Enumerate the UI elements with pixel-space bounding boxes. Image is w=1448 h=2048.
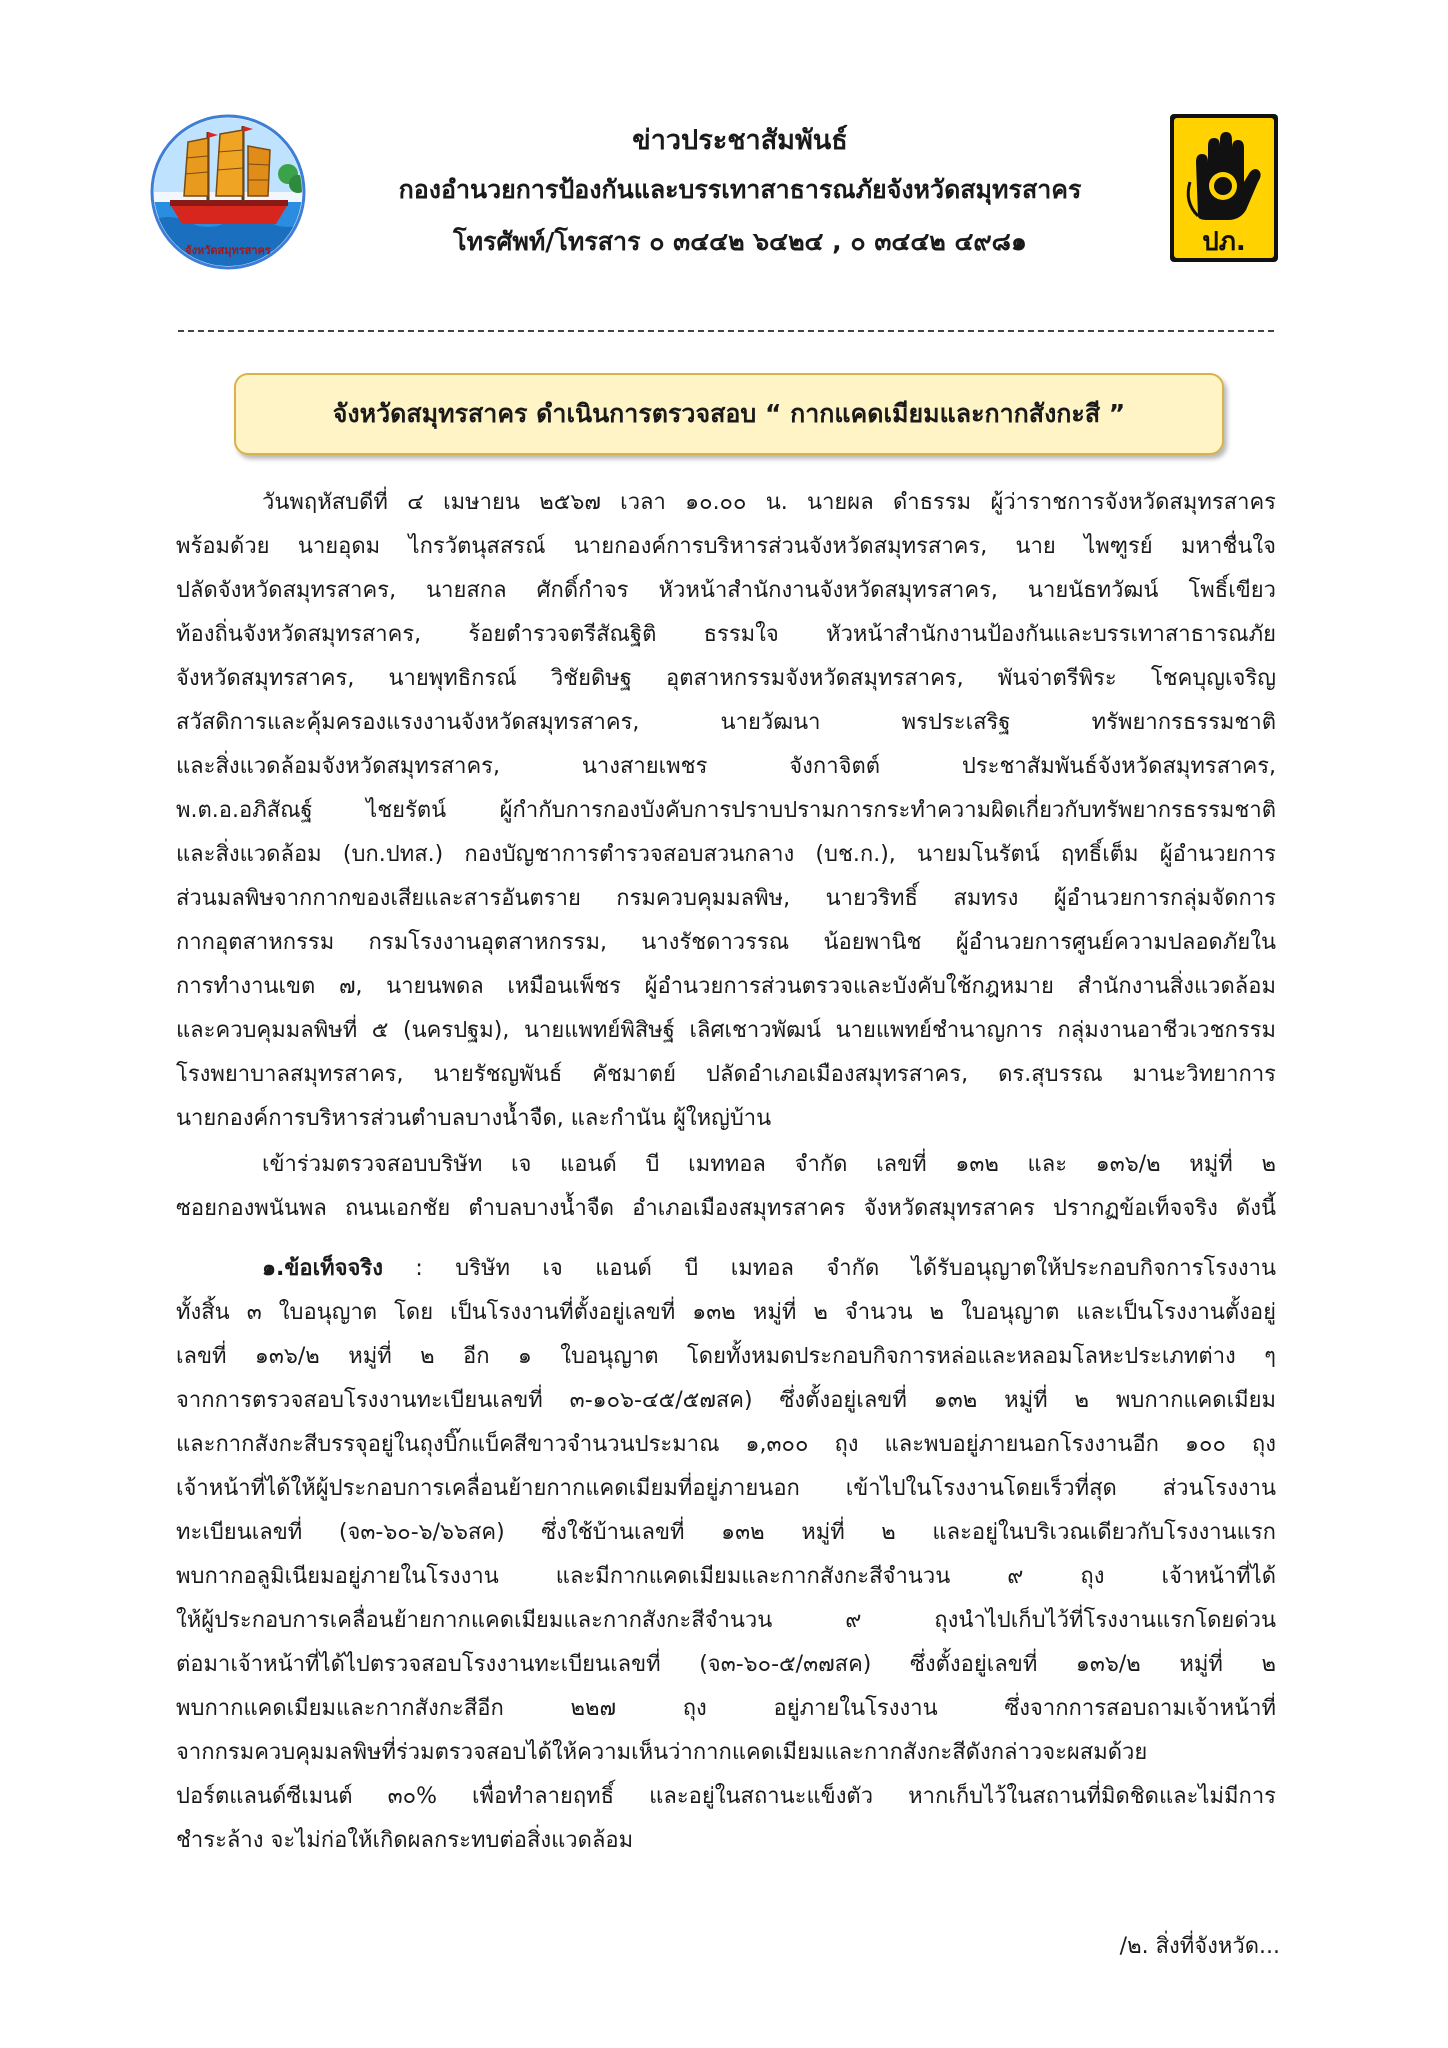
body-line: ส่วนมลพิษจากกากของเสียและสารอันตราย กรมควบคุมมลพิษ, นายวริทธิ์ สมทรง ผู้อำนวยการกลุ่มจัดการ bbox=[176, 886, 1276, 911]
section-1-heading: ๑.ข้อเท็จจริง bbox=[262, 1256, 383, 1281]
body-line: ปอร์ตแลนด์ซีเมนต์ ๓๐% เพื่อทำลายฤทธิ์ และอยู่ในสถานะแข็งตัว หากเก็บไว้ในสถานที่มิดชิดและไม่มีการ bbox=[176, 1784, 1276, 1809]
body-line: และควบคุมมลพิษที่ ๕ (นครปฐม), นายแพทย์พิสิษฐ์ เลิศเชาวพัฒน์ นายแพทย์ชำนาญการ กลุ่มงานอาชีวเวชกรรม bbox=[176, 1018, 1276, 1043]
body-line: ปลัดจังหวัดสมุทรสาคร, นายสกล ศักดิ์กำจร หัวหน้าสำนักงานจังหวัดสมุทรสาคร, นายนัธทวัฒน์ โพธิ์เขียว bbox=[176, 578, 1276, 603]
phone-fax: โทรศัพท์/โทรสาร ๐ ๓๔๔๒ ๖๔๒๔ , ๐ ๓๔๔๒ ๔๙๘๑ bbox=[453, 227, 1027, 256]
section-1-first-line-text: : บริษัท เจ แอนด์ บี เมทอล จำกัด ได้รับอนุญาตให้ประกอบกิจการโรงงาน bbox=[382, 1256, 1276, 1281]
province-seal-logo bbox=[148, 112, 308, 272]
ddpm-abbrev: ปภ. bbox=[1202, 227, 1246, 257]
body-line: จากการตรวจสอบโรงงานทะเบียนเลขที่ ๓-๑๐๖-๔๕/๕๗สค) ซึ่งตั้งอยู่เลขที่ ๑๓๒ หมู่ที่ ๒ พบกากแคดเมียม bbox=[176, 1388, 1276, 1413]
headline: จังหวัดสมุทรสาคร ดำเนินการตรวจสอบ “ กากแคดเมียมและกากสังกะสี ” bbox=[332, 399, 1126, 428]
body-line: พบกากแคดเมียมและกากสังกะสีอีก ๒๒๗ ถุง อยู่ภายในโรงงาน ซึ่งจากการสอบถามเจ้าหน้าที่ bbox=[176, 1696, 1276, 1721]
body-line: พร้อมด้วย นายอุดม ไกรวัตนุสสรณ์ นายกองค์การบริหารส่วนจังหวัดสมุทรสาคร, นาย ไพฑูรย์ มหาชื่นใจ bbox=[176, 534, 1276, 559]
body-line: และกากสังกะสีบรรจุอยู่ในถุงบิ๊กแบ็คสีขาวจำนวนประมาณ ๑,๓๐๐ ถุง และพบอยู่ภายนอกโรงงานอีก ๑๐๐ ถุง bbox=[176, 1432, 1276, 1457]
body-line: ต่อมาเจ้าหน้าที่ได้ไปตรวจสอบโรงงานทะเบียนเลขที่ (จ๓-๖๐-๕/๓๗สค) ซึ่งตั้งอยู่เลขที่ ๑๓๖/๒ หมู่ที่ ๒ bbox=[176, 1652, 1276, 1677]
continuation-marker: /๒. สิ่งที่จังหวัด... bbox=[1119, 1934, 1280, 1959]
headline-box bbox=[234, 373, 1224, 455]
body-line: การทำงานเขต ๗, นายนพดล เหมือนเพ็ชร ผู้อำนวยการส่วนตรวจและบังคับใช้กฎหมาย สำนักงานสิ่งแวดล้อม bbox=[176, 974, 1276, 999]
body-line: ให้ผู้ประกอบการเคลื่อนย้ายกากแคดเมียมและกากสังกะสีจำนวน ๙ ถุงนำไปเก็บไว้ที่โรงงานแรกโดยด่วน bbox=[176, 1608, 1276, 1633]
office-name: กองอำนวยการป้องกันและบรรเทาสาธารณภัยจังหวัดสมุทรสาคร bbox=[398, 175, 1082, 204]
section-1-first-line bbox=[262, 1254, 1276, 1284]
header-divider bbox=[178, 330, 1274, 332]
body-line: และสิ่งแวดล้อม (บก.ปทส.) กองบัญชาการตำรวจสอบสวนกลาง (บช.ก.), นายมโนรัตน์ ฤทธิ์เต็ม ผู้อำนวยการ bbox=[176, 842, 1276, 867]
ddpm-logo bbox=[1168, 112, 1280, 264]
body-line: เลขที่ ๑๓๖/๒ หมู่ที่ ๒ อีก ๑ ใบอนุญาต โดยทั้งหมดประกอบกิจการหล่อและหลอมโลหะประเภทต่าง ๆ bbox=[176, 1344, 1276, 1369]
body-line: ชำระล้าง จะไม่ก่อให้เกิดผลกระทบต่อสิ่งแวดล้อม bbox=[176, 1828, 634, 1853]
body-line: เจ้าหน้าที่ได้ให้ผู้ประกอบการเคลื่อนย้ายกากแคดเมียมที่อยู่ภายนอก เข้าไปในโรงงานโดยเร็วที่สุด ส่วนโรงงาน bbox=[176, 1476, 1276, 1501]
body-line: สวัสดิการและคุ้มครองแรงงานจังหวัดสมุทรสาคร, นายวัฒนา พรประเสริฐ ทรัพยากรธรรมชาติ bbox=[176, 710, 1276, 735]
body-line: จากกรมควบคุมมลพิษที่ร่วมตรวจสอบได้ให้ความเห็นว่ากากแคดเมียมและกากสังกะสีดังกล่าวจะผสมด้วย bbox=[176, 1740, 1148, 1765]
body-line: และสิ่งแวดล้อมจังหวัดสมุทรสาคร, นางสายเพชร จังกาจิตต์ ประชาสัมพันธ์จังหวัดสมุทรสาคร, bbox=[176, 754, 1276, 779]
junk-ship-icon bbox=[148, 112, 308, 272]
body-line: จังหวัดสมุทรสาคร, นายพุทธิกรณ์ วิชัยดิษฐ อุตสาหกรรมจังหวัดสมุทรสาคร, พันจ่าตรีพิระ โชคบุญเจริญ bbox=[176, 666, 1276, 691]
body-line: วันพฤหัสบดีที่ ๔ เมษายน ๒๕๖๗ เวลา ๑๐.๐๐ น. นายผล ดำธรรม ผู้ว่าราชการจังหวัดสมุทรสาคร bbox=[262, 490, 1276, 515]
body-line: ทะเบียนเลขที่ (จ๓-๖๐-๖/๖๖สค) ซึ่งใช้บ้านเลขที่ ๑๓๒ หมู่ที่ ๒ และอยู่ในบริเวณเดียวกับโรงงานแรก bbox=[176, 1520, 1276, 1545]
body-line: ซอยกองพนันพล ถนนเอกชัย ตำบลบางน้ำจืด อำเภอเมืองสมุทรสาคร จังหวัดสมุทรสาคร ปรากฏข้อเท็จจริง ดังนี้ bbox=[176, 1196, 1276, 1221]
seal-caption: จังหวัดสมุทรสาคร bbox=[185, 244, 271, 257]
body-line: ท้องถิ่นจังหวัดสมุทรสาคร, ร้อยตำรวจตรีสัณฐิติ ธรรมใจ หัวหน้าสำนักงานป้องกันและบรรเทาสาธารณภัย bbox=[176, 622, 1276, 647]
body-line: ทั้งสิ้น ๓ ใบอนุญาต โดย เป็นโรงงานที่ตั้งอยู่เลขที่ ๑๓๒ หมู่ที่ ๒ จำนวน ๒ ใบอนุญาต และเป็นโรงงานตั้งอยู่ bbox=[176, 1300, 1276, 1325]
body-line: นายกองค์การบริหารส่วนตำบลบางน้ำจืด, และกำนัน ผู้ใหญ่บ้าน bbox=[176, 1106, 772, 1131]
body-line: พ.ต.อ.อภิสัณฐ์ ไชยรัตน์ ผู้กำกับการกองบังคับการปราบปรามการกระทำความผิดเกี่ยวกับทรัพยากรธรรมชาติ bbox=[176, 798, 1276, 823]
body-line: เข้าร่วมตรวจสอบบริษัท เจ แอนด์ บี เมททอล จำกัด เลขที่ ๑๓๒ และ ๑๓๖/๒ หมู่ที่ ๒ bbox=[262, 1152, 1277, 1177]
news-title: ข่าวประชาสัมพันธ์ bbox=[632, 125, 848, 156]
body-line: โรงพยาบาลสมุทรสาคร, นายรัชญพันธ์ คัชมาตย์ ปลัดอำเภอเมืองสมุทรสาคร, ดร.สุบรรณ มานะวิทยาการ bbox=[176, 1062, 1276, 1087]
body-line: กากอุตสาหกรรม กรมโรงงานอุตสาหกรรม, นางรัชดาวรรณ น้อยพานิช ผู้อำนวยการศูนย์ความปลอดภัยใน bbox=[176, 930, 1276, 955]
body-line: พบกากอลูมิเนียมอยู่ภายในโรงงาน และมีกากแคดเมียมและกากสังกะสีจำนวน ๙ ถุง เจ้าหน้าที่ได้ bbox=[176, 1564, 1276, 1589]
